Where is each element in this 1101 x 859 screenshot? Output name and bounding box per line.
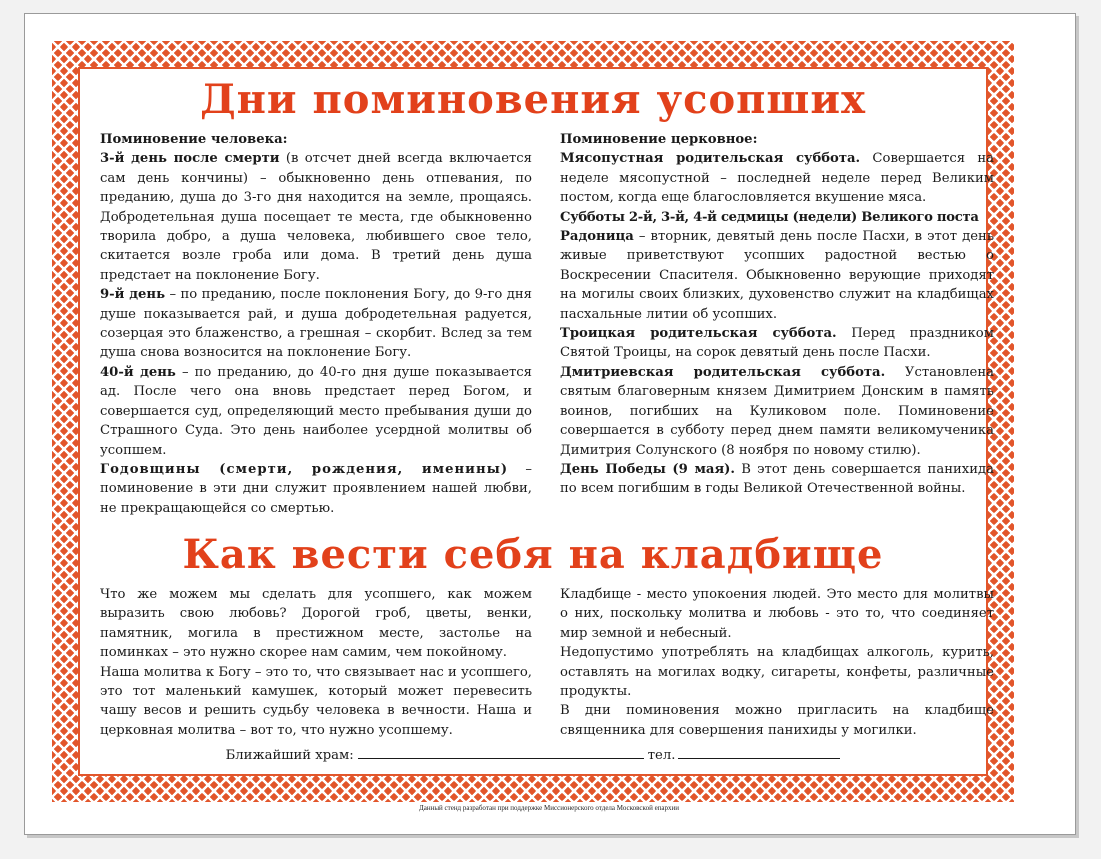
church-label: Ближайший храм: (225, 748, 354, 763)
phone-blank-line (678, 744, 840, 759)
personal-remembrance-column (100, 130, 532, 518)
paragraph-radonitsa: Радоница – вторник, девятый день после Пасхи, в этот день живые приветствуют усопших радостной вестью о Воскресении Спасителя. Обыкновенно верующие приходят на могилы своих близких, духовенство служит на кладбищах пасхальные литии об усопших. (560, 229, 994, 322)
paragraph-day9: 9-й день – по преданию, после поклонения Богу, до 9-го дня душе показывается рай, и душа добродетельная радуется, созерцая это блаженство, а грешная – скорбит. Вслед за тем душа снова возносится на поклонение Богу. (100, 287, 532, 361)
paragraph-day3: 3-й день после смерти (в отсчет дней всегда включается сам день кончины) – обыкновенно день отпевания, по преданию, душа до 3-го дня находится на земле, прощаясь. Добродетельная душа посещает те места, где обыкновенно творила добро, а душа человека, любившего свое тело, скитается возле гроба или дома. В третий день душа предстает на поклонение Богу. (100, 151, 533, 283)
main-title: Дни поминовения усопших (200, 76, 866, 123)
cemetery-title: Как вести себя на кладбище (182, 531, 884, 578)
paragraph: Наша молитва к Богу – это то, что связывает нас и усопшего, это тот маленький камушек, который может перевесить чашу весов и решить судьбу человека в вечности. Наша и церковная молитва – вот то, что нужно усопшему. (100, 664, 532, 738)
church-blank-line (358, 744, 644, 759)
paragraph-day40: 40-й день – по преданию, до 40-го дня душе показывается ад. После чего она вновь предстает перед Богом, и совершается суд, определяющий место пребывания души до Страшного Суда. Это день наиболее усердной молитвы об усопшем. (100, 364, 533, 458)
cemetery-left-column (100, 585, 532, 740)
footer-credit: Данный стенд разработан при поддержке Миссионерского отдела Московской епархии (418, 804, 680, 812)
paragraph-anniversaries: Годовщины (смерти, рождения, именины) – поминовение в эти дни служит проявлением нашей любви, не прекращающейся со смертью. (100, 461, 532, 516)
church-remembrance-column (560, 130, 994, 499)
ornamental-border (52, 41, 1014, 802)
paragraph-trinity-saturday: Троицкая родительская суббота. Перед праздником Святой Троицы, на сорок девятый день после Пасхи. (560, 326, 994, 361)
paragraph-victory-day: День Победы (9 мая). В этот день совершается панихида по всем погибшим в годы Великой Отечественной войны. (560, 461, 994, 497)
contact-line (80, 744, 986, 765)
paragraph-dmitry-saturday: Дмитриевская родительская суббота. Установлена святым благоверным князем Димитрием Донским в память воинов, погибших на Куликовом поле. Поминовение совершается в субботу перед днем памяти великомученика Димитрия Солунского (8 ноября по новому стилю). (560, 364, 994, 458)
paragraph: Кладбище - место упокоения людей. Это место для молитвы о них, поскольку молитва и любовь - это то, что соединяет мир земной и небесный. (560, 587, 994, 641)
poster-content (80, 69, 994, 774)
paragraph: Недопустимо употреблять на кладбищах алкоголь, курить, оставлять на могилах водку, сигареты, конфеты, различные продукты. (560, 645, 994, 700)
section-heading: Поминовение церковное: (560, 132, 758, 147)
phone-label: тел. (647, 748, 676, 763)
paragraph-meat-saturday: Мясопустная родительская суббота. Совершается на неделе мясопустной – последней неделе перед Великим постом, когда еще благословляется вкушение мяса. (560, 151, 994, 206)
paragraph-lent-saturdays: Субботы 2-й, 3-й, 4-й седмицы (недели) Великого поста (560, 209, 979, 225)
section-heading: Поминовение человека: (100, 132, 288, 147)
paragraph: Что же можем мы сделать для усопшего, как можем выразить свою любовь? Дорогой гроб, цветы, венки, памятник, могила в престижном месте, застолье на поминках – это нужно скорее нам самим, чем покойному. (100, 587, 532, 661)
cemetery-right-column (560, 585, 994, 740)
paragraph: В дни поминовения можно пригласить на кладбище священника для совершения панихиды у могилки. (560, 703, 994, 738)
